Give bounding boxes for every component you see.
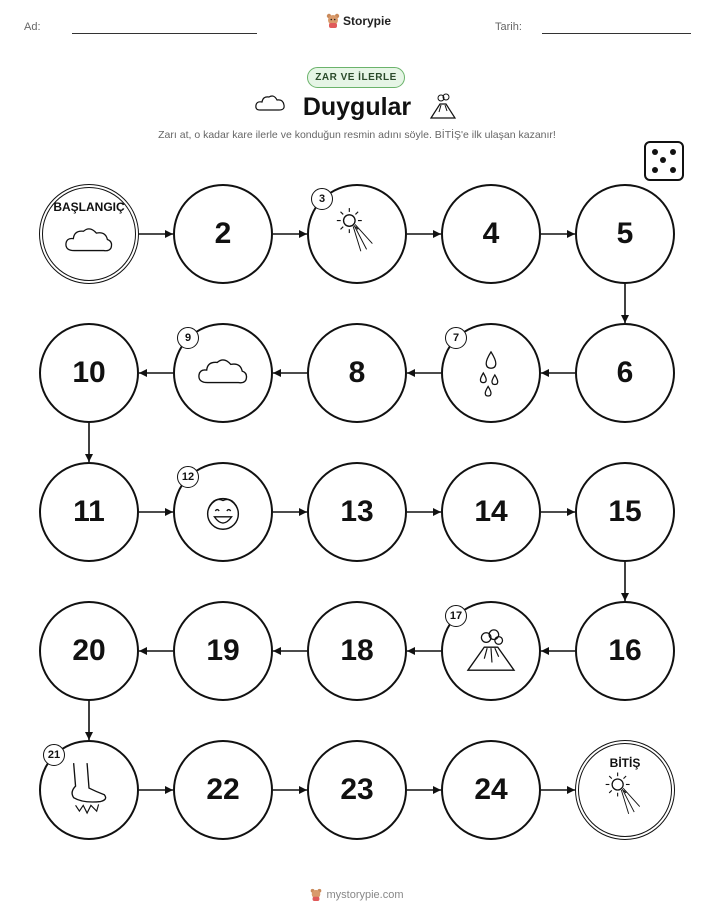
cell-number-badge: 7	[445, 327, 467, 349]
board-cell	[575, 462, 675, 562]
footer-site: mystorypie.com	[326, 889, 404, 901]
arrow-head	[433, 786, 441, 794]
game-type-badge: ZAR VE İLERLE	[307, 67, 405, 88]
board-cell	[307, 184, 407, 284]
board-cell	[39, 462, 139, 562]
board-cell	[441, 184, 541, 284]
cell-number-badge: 21	[43, 744, 65, 766]
board-cell	[39, 740, 139, 840]
cell-number: 4	[482, 217, 500, 250]
cell-number: 16	[608, 634, 642, 667]
arrow-head	[165, 230, 173, 238]
board-cell	[173, 462, 273, 562]
cell-number: 11	[73, 495, 105, 528]
cell-number: 15	[608, 495, 642, 528]
arrow-head	[273, 647, 281, 655]
arrow-head	[139, 369, 147, 377]
board-cell	[39, 601, 139, 701]
arrow-head	[621, 315, 629, 323]
cell-number: 6	[616, 356, 634, 389]
board-cell	[575, 601, 675, 701]
board-cell	[307, 601, 407, 701]
instructions: Zarı at, o kadar kare ilerle ve konduğun resmin adını söyle. BİTİŞ'e ilk ulaşan kazanır!	[158, 129, 556, 141]
arrow-head	[165, 508, 173, 516]
board-cell	[441, 462, 541, 562]
board-cell	[307, 462, 407, 562]
arrow-head	[433, 508, 441, 516]
cell-number: 24	[474, 773, 508, 806]
board-cell	[307, 740, 407, 840]
footer	[0, 888, 714, 902]
cell-number: 2	[214, 217, 232, 250]
arrow-head	[621, 593, 629, 601]
board-cell	[307, 323, 407, 423]
cell-number-badge: 17	[445, 605, 467, 627]
board-cell	[173, 740, 273, 840]
board-cell	[173, 323, 273, 423]
arrow-head	[139, 647, 147, 655]
board-cell	[441, 601, 541, 701]
arrow-head	[165, 786, 173, 794]
arrow-head	[541, 647, 549, 655]
arrow-head	[407, 369, 415, 377]
arrow-head	[433, 230, 441, 238]
board-cell	[173, 184, 273, 284]
start-label: BAŞLANGIÇ	[53, 200, 125, 214]
date-label: Tarih:	[495, 21, 522, 33]
arrow-head	[299, 230, 307, 238]
finish-cell	[575, 740, 675, 840]
arrow-head	[541, 369, 549, 377]
cell-number: 22	[206, 773, 240, 806]
arrow-head	[273, 369, 281, 377]
cell-number-badge: 3	[311, 188, 333, 210]
arrow-head	[567, 230, 575, 238]
cell-number: 14	[474, 495, 508, 528]
arrow-head	[407, 647, 415, 655]
board-cell	[575, 323, 675, 423]
page-title: Duygular	[302, 93, 412, 121]
arrow-head	[567, 786, 575, 794]
cell-number: 5	[616, 217, 634, 250]
board-cell	[441, 323, 541, 423]
cell-number: 18	[340, 634, 374, 667]
cell-number-badge: 12	[177, 466, 199, 488]
board-cell	[441, 740, 541, 840]
board-cell	[173, 601, 273, 701]
cell-number: 20	[72, 634, 106, 667]
bear-logo-icon	[310, 888, 322, 902]
cell-number: 23	[340, 773, 374, 806]
arrow-head	[85, 732, 93, 740]
finish-label: BİTİŞ	[609, 756, 641, 770]
cell-number: 13	[340, 495, 374, 528]
start-cell	[39, 184, 139, 284]
cell-number: 8	[348, 356, 366, 389]
arrow-head	[85, 454, 93, 462]
name-label: Ad:	[24, 21, 41, 33]
board-cell	[575, 184, 675, 284]
board-cell	[39, 323, 139, 423]
arrow-head	[567, 508, 575, 516]
arrow-head	[299, 786, 307, 794]
cell-number: 10	[72, 356, 106, 389]
cell-number: 19	[206, 634, 240, 667]
arrow-head	[299, 508, 307, 516]
cell-number-badge: 9	[177, 327, 199, 349]
brand-name: Storypie	[343, 14, 392, 28]
